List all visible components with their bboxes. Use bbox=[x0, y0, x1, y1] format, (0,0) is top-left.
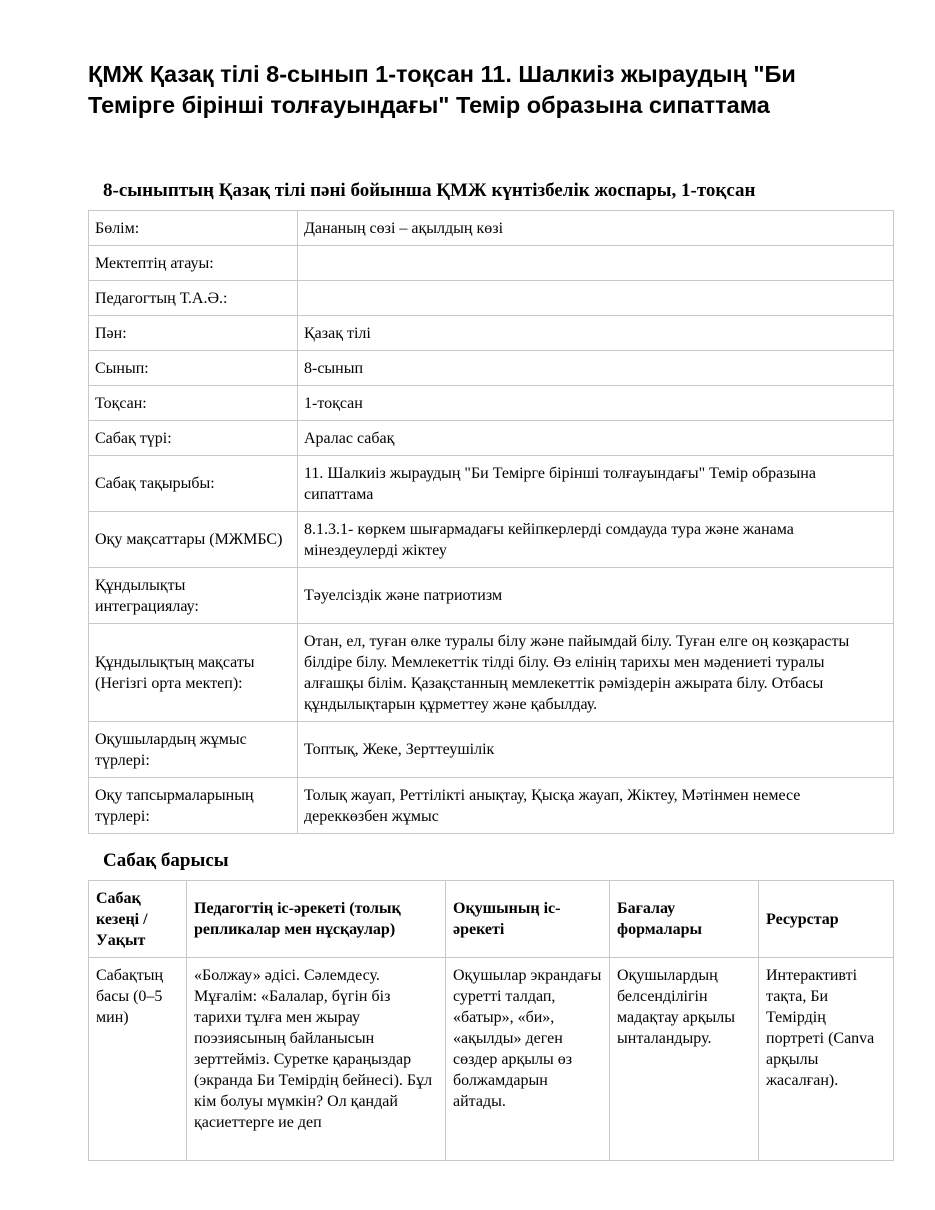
info-row bbox=[89, 722, 894, 778]
info-value bbox=[298, 246, 894, 281]
info-label: Бөлім: bbox=[89, 211, 298, 246]
info-value: 8-сынып bbox=[298, 351, 894, 386]
info-row bbox=[89, 512, 894, 568]
header-student-activity: Оқушының іс-әрекеті bbox=[446, 881, 610, 958]
info-value: Тәуелсіздік және патриотизм bbox=[298, 568, 894, 624]
info-row bbox=[89, 316, 894, 351]
info-label: Оқу мақсаттары (МЖМБС) bbox=[89, 512, 298, 568]
info-label: Сабақ түрі: bbox=[89, 421, 298, 456]
info-row bbox=[89, 568, 894, 624]
info-label: Мектептің атауы: bbox=[89, 246, 298, 281]
info-row bbox=[89, 421, 894, 456]
document-title: ҚМЖ Қазақ тілі 8-сынып 1-тоқсан 11. Шалкиіз жыраудың "Би Темірге бірінші толғауындағы" Темір образына сипаттама bbox=[88, 61, 796, 118]
info-label: Құндылықты интеграциялау: bbox=[89, 568, 298, 624]
info-value: Отан, ел, туған өлке туралы білу және пайымдай білу. Туған елге оң көзқарасты білдіре білу. Мемлекеттік тілді білу. Өз елінің тарихы мен мәдениеті туралы алғашқы білім. Қазақстанның мемлекеттік рәміздерін ажырата білу. Отбасы құндылықтарын құрметтеу және қабылдау. bbox=[298, 624, 894, 722]
info-row bbox=[89, 246, 894, 281]
info-value: Дананың сөзі – ақылдың көзі bbox=[298, 211, 894, 246]
info-label: Пән: bbox=[89, 316, 298, 351]
lesson-flow-table bbox=[88, 880, 894, 1161]
info-row bbox=[89, 778, 894, 834]
header-resources: Ресурстар bbox=[759, 881, 894, 958]
info-label: Педагогтың Т.А.Ә.: bbox=[89, 281, 298, 316]
info-value: Толық жауап, Реттілікті анықтау, Қысқа жауап, Жіктеу, Мәтінмен немесе дереккөзбен жұмыс bbox=[298, 778, 894, 834]
info-value: 1-тоқсан bbox=[298, 386, 894, 421]
header-assessment: Бағалау формалары bbox=[610, 881, 759, 958]
info-value: Аралас сабақ bbox=[298, 421, 894, 456]
header-stage: Сабақ кезеңі / Уақыт bbox=[89, 881, 187, 958]
lesson-assessment: Оқушылардың белсенділігін мадақтау арқылы ынталандыру. bbox=[610, 958, 759, 1161]
info-value: 8.1.3.1- көркем шығармадағы кейіпкерлерді сомдауда тура және жанама мінездеулерді жіктеу bbox=[298, 512, 894, 568]
info-row bbox=[89, 456, 894, 512]
lesson-row bbox=[89, 958, 894, 1161]
lesson-teacher-activity: «Болжау» әдісі. Сәлемдесу. Мұғалім: «Балалар, бүгін біз тарихи тұлға мен жырау поэзиясының байланысын зерттейміз. Суретке қараңыздар (экранда Би Темірдің бейнесі). Бұл кім болуы мүмкін? Ол қандай қасиеттерге ие деп bbox=[187, 958, 446, 1161]
lesson-stage: Сабақтың басы (0–5 мин) bbox=[89, 958, 187, 1161]
lesson-header-row bbox=[89, 881, 894, 958]
lesson-student-activity: Оқушылар экрандағы суретті талдап, «батыр», «би», «ақылды» деген сөздер арқылы өз болжамдарын айтады. bbox=[446, 958, 610, 1161]
lesson-heading: Сабақ барысы bbox=[103, 850, 229, 871]
info-label: Тоқсан: bbox=[89, 386, 298, 421]
info-label: Оқу тапсырмаларының түрлері: bbox=[89, 778, 298, 834]
info-row bbox=[89, 211, 894, 246]
plan-heading: 8-сыныптың Қазақ тілі пәні бойынша ҚМЖ күнтізбелік жоспары, 1-тоқсан bbox=[103, 180, 756, 201]
info-label: Оқушылардың жұмыс түрлері: bbox=[89, 722, 298, 778]
info-row bbox=[89, 281, 894, 316]
info-label: Құндылықтың мақсаты (Негізгі орта мектеп): bbox=[89, 624, 298, 722]
info-label: Сынып: bbox=[89, 351, 298, 386]
info-value: Топтық, Жеке, Зерттеушілік bbox=[298, 722, 894, 778]
info-value: 11. Шалкиіз жыраудың "Би Темірге бірінші толғауындағы" Темір образына сипаттама bbox=[298, 456, 894, 512]
info-label: Сабақ тақырыбы: bbox=[89, 456, 298, 512]
info-row bbox=[89, 351, 894, 386]
lesson-resources: Интерактивті тақта, Би Темірдің портреті (Canva арқылы жасалған). bbox=[759, 958, 894, 1161]
info-value bbox=[298, 281, 894, 316]
info-row bbox=[89, 386, 894, 421]
info-value: Қазақ тілі bbox=[298, 316, 894, 351]
info-row bbox=[89, 624, 894, 722]
lesson-info-table bbox=[88, 210, 894, 834]
header-teacher-activity: Педагогтің іс-әрекеті (толық репликалар мен нұсқаулар) bbox=[187, 881, 446, 958]
